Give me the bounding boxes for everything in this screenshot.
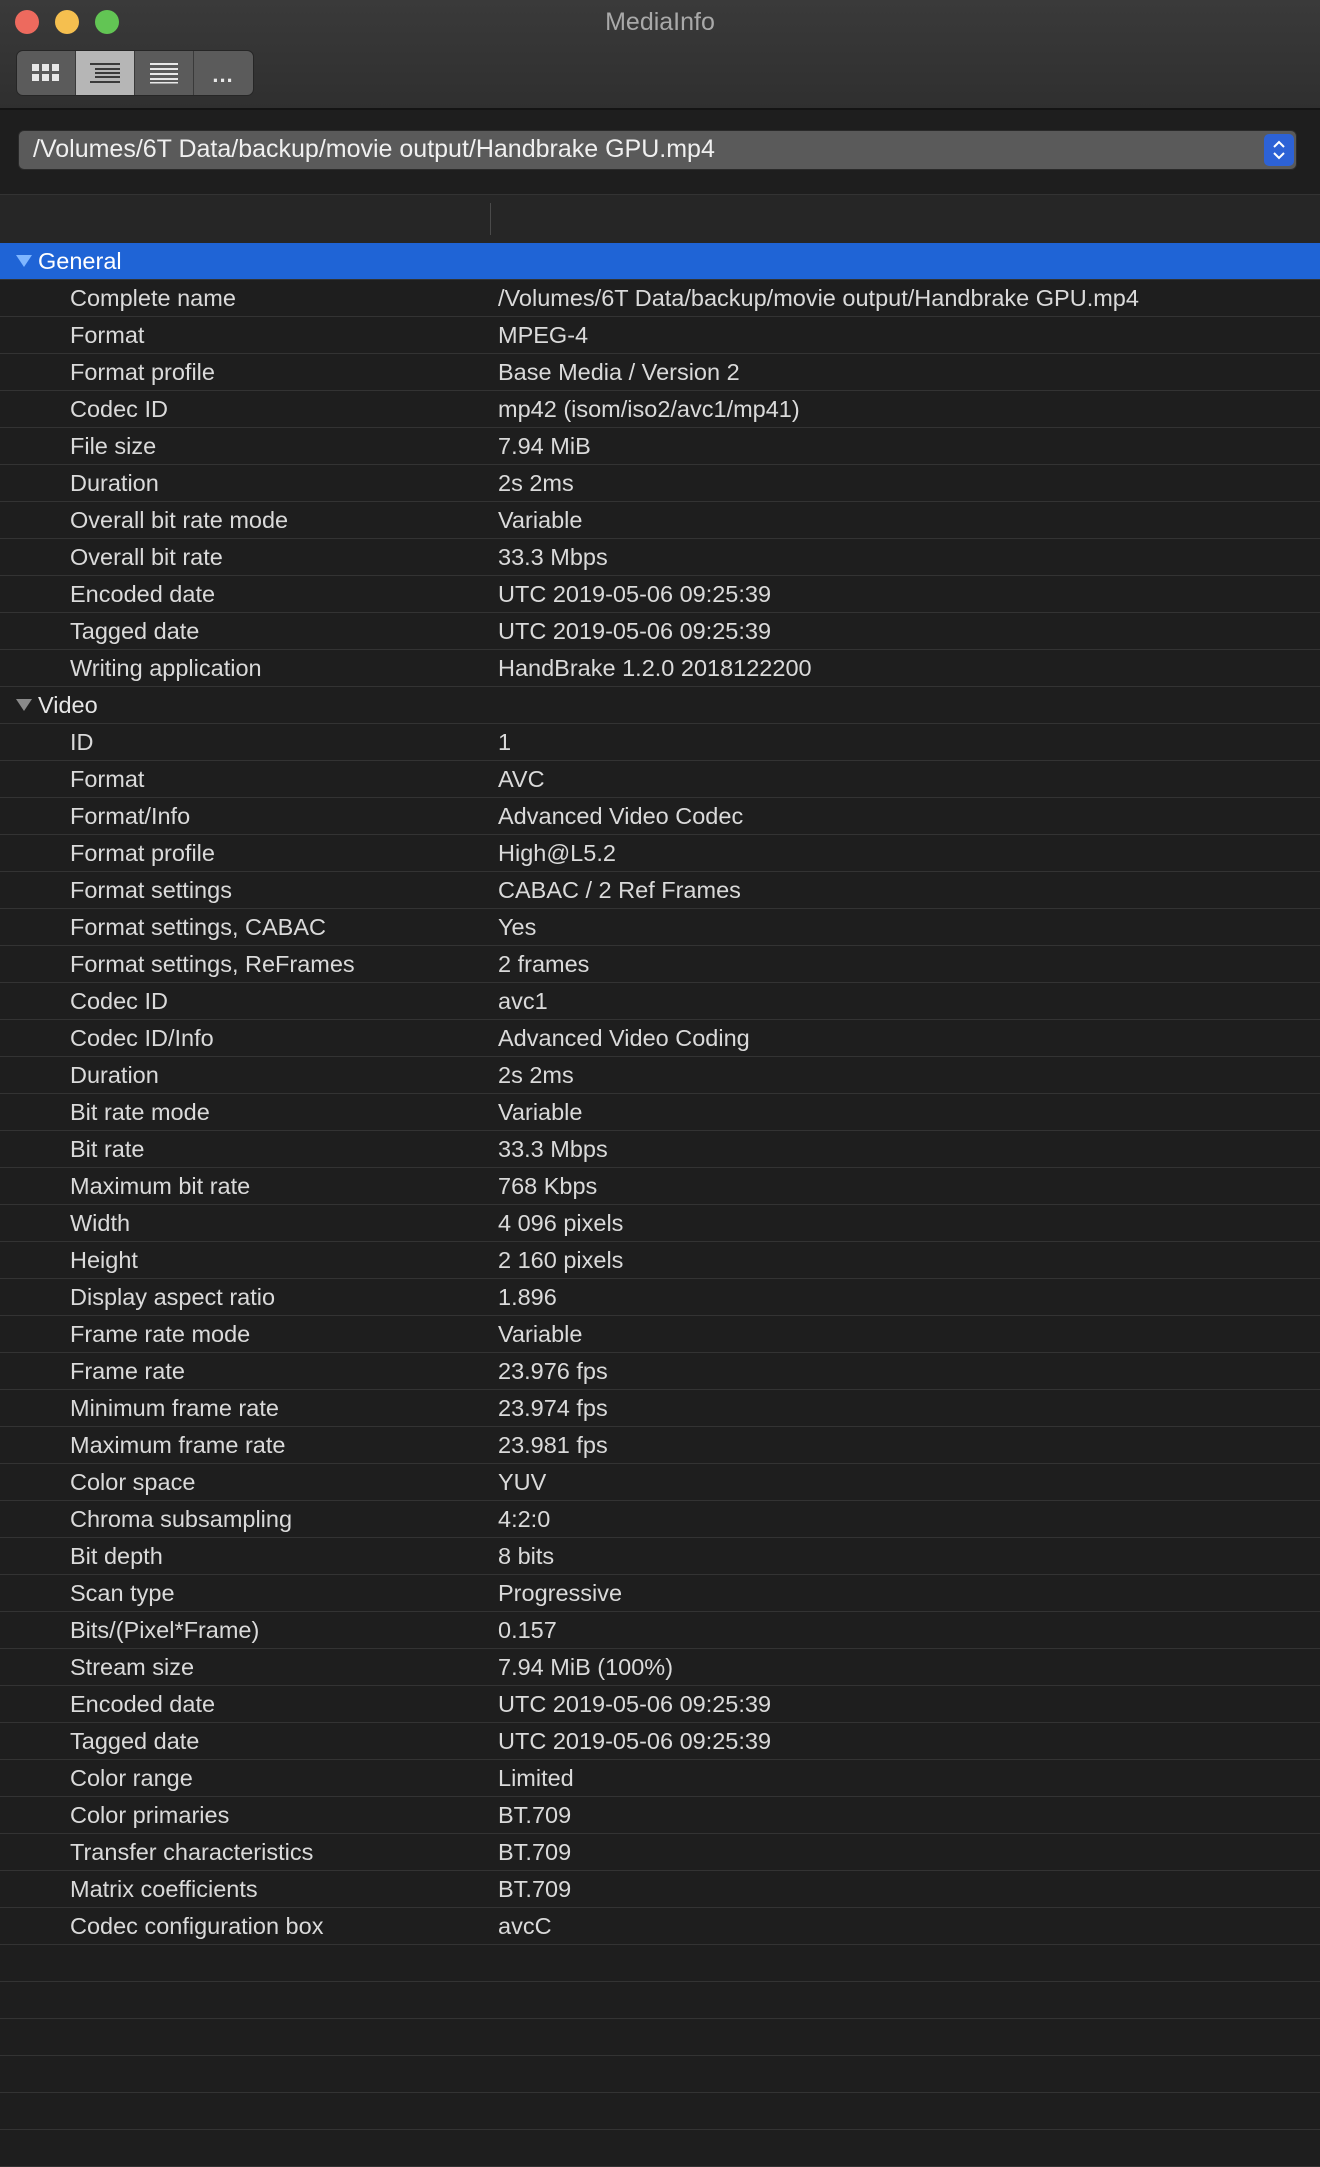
field-name: Scan type [70,1580,175,1606]
table-row[interactable] [0,1168,1320,1205]
title-bar [0,0,1320,110]
table-row[interactable] [0,1242,1320,1279]
table-row[interactable] [0,465,1320,502]
field-name: Matrix coefficients [70,1876,258,1902]
field-name: Format settings [70,877,232,903]
field-name: Format [70,322,145,348]
table-row[interactable] [0,1871,1320,1908]
field-value: 33.3 Mbps [498,1136,608,1162]
field-value: UTC 2019-05-06 09:25:39 [498,618,772,644]
table-row[interactable] [0,1390,1320,1427]
field-value: 33.3 Mbps [498,544,608,570]
table-row[interactable] [0,280,1320,317]
file-path-text: /Volumes/6T Data/backup/movie output/Handbrake GPU.mp4 [33,135,715,163]
field-value: 2s 2ms [498,470,574,496]
field-value: Base Media / Version 2 [498,359,740,385]
field-name: Chroma subsampling [70,1506,293,1532]
field-name: Codec ID [70,396,168,422]
field-name: Width [70,1210,131,1236]
field-name: Format profile [70,359,215,385]
window-title: MediaInfo [605,8,715,36]
field-name: Color primaries [70,1802,230,1828]
section-general[interactable] [0,243,1320,280]
field-value: Variable [498,507,583,533]
table-row[interactable] [0,354,1320,391]
more-views-button[interactable] [194,51,252,95]
table-row[interactable] [0,872,1320,909]
field-name: Maximum frame rate [70,1432,286,1458]
table-row[interactable] [0,1649,1320,1686]
table-row[interactable] [0,1723,1320,1760]
view-mode-segmented-control [16,50,254,96]
field-value: Yes [498,914,537,940]
table-row[interactable] [0,1501,1320,1538]
empty-row [0,2093,1320,2130]
field-name: Color space [70,1469,196,1495]
section-title: General [38,248,122,274]
chevron-up-down-icon [1272,138,1286,162]
table-row[interactable] [0,1279,1320,1316]
table-row[interactable] [0,761,1320,798]
field-value: Progressive [498,1580,623,1606]
table-row[interactable] [0,909,1320,946]
field-name: Format/Info [70,803,191,829]
field-value: avc1 [498,988,548,1014]
field-value: BT.709 [498,1876,572,1902]
text-view-button[interactable] [135,51,194,95]
table-row[interactable] [0,1057,1320,1094]
field-name: Format settings, ReFrames [70,951,355,977]
field-value: CABAC / 2 Ref Frames [498,877,741,903]
field-name: Codec ID/Info [70,1025,214,1051]
field-value: 2 160 pixels [498,1247,624,1273]
field-name: Frame rate [70,1358,185,1384]
table-row[interactable] [0,1020,1320,1057]
field-value: Variable [498,1321,583,1347]
table-row[interactable] [0,650,1320,687]
table-row[interactable] [0,502,1320,539]
field-name: Duration [70,470,159,496]
field-value: 23.976 fps [498,1358,608,1384]
field-name: Codec configuration box [70,1913,324,1939]
field-value: Limited [498,1765,574,1791]
grid-view-button[interactable] [17,51,76,95]
field-name: Encoded date [70,1691,216,1717]
field-value: BT.709 [498,1802,572,1828]
field-name: Bit depth [70,1543,163,1569]
more-label: ... [212,62,234,87]
table-row[interactable] [0,983,1320,1020]
table-row[interactable] [0,835,1320,872]
field-value: UTC 2019-05-06 09:25:39 [498,581,772,607]
field-name: Bits/(Pixel*Frame) [70,1617,260,1643]
field-name: Maximum bit rate [70,1173,251,1199]
table-row[interactable] [0,1205,1320,1242]
field-value: 8 bits [498,1543,555,1569]
field-value: 7.94 MiB (100%) [498,1654,674,1680]
table-row[interactable] [0,1686,1320,1723]
field-name: Bit rate mode [70,1099,210,1125]
field-value: YUV [498,1469,547,1495]
empty-row [0,1982,1320,2019]
table-row[interactable] [0,576,1320,613]
table-row[interactable] [0,1612,1320,1649]
table-row[interactable] [0,317,1320,354]
field-name: Duration [70,1062,159,1088]
file-path-popup[interactable] [18,130,1297,170]
field-value: mp42 (isom/iso2/avc1/mp41) [498,396,800,422]
field-name: Color range [70,1765,193,1791]
field-value: UTC 2019-05-06 09:25:39 [498,1728,772,1754]
table-row[interactable] [0,391,1320,428]
tree-list-icon [89,62,121,84]
field-value: Advanced Video Coding [498,1025,750,1051]
info-outline [0,243,1320,2167]
field-name: ID [70,729,94,755]
field-value: 1.896 [498,1284,557,1310]
field-value: /Volumes/6T Data/backup/movie output/Handbrake GPU.mp4 [498,285,1139,311]
table-row[interactable] [0,1834,1320,1871]
table-row[interactable] [0,1131,1320,1168]
empty-rows [0,1945,1320,2167]
table-row[interactable] [0,946,1320,983]
field-name: Height [70,1247,138,1273]
tree-view-button[interactable] [76,51,135,95]
text-list-icon [149,62,179,84]
section-title: Video [38,692,98,718]
table-row[interactable] [0,539,1320,576]
field-name: File size [70,433,157,459]
field-name: Complete name [70,285,236,311]
field-value: 23.974 fps [498,1395,608,1421]
field-name: Overall bit rate [70,544,223,570]
field-name: Tagged date [70,618,200,644]
table-row[interactable] [0,1353,1320,1390]
field-value: BT.709 [498,1839,572,1865]
grid-icon [31,63,61,83]
field-value: HandBrake 1.2.0 2018122200 [498,655,812,681]
video-rows [0,724,1320,1945]
field-value: AVC [498,766,545,792]
table-row[interactable] [0,1427,1320,1464]
empty-row [0,1945,1320,1982]
field-value: 0.157 [498,1617,557,1643]
disclosure-triangle-icon[interactable] [15,687,33,723]
field-name: Display aspect ratio [70,1284,276,1310]
field-value: High@L5.2 [498,840,616,866]
table-row[interactable] [0,1760,1320,1797]
field-name: Bit rate [70,1136,145,1162]
disclosure-triangle-icon[interactable] [15,243,33,279]
field-name: Writing application [70,655,262,681]
section-video[interactable] [0,687,1320,724]
empty-row [0,2056,1320,2093]
field-name: Encoded date [70,581,216,607]
field-value: 23.981 fps [498,1432,608,1458]
field-value: MPEG-4 [498,322,589,348]
column-divider[interactable] [490,203,491,235]
field-name: Frame rate mode [70,1321,251,1347]
field-name: Minimum frame rate [70,1395,279,1421]
field-name: Transfer characteristics [70,1839,314,1865]
table-row[interactable] [0,798,1320,835]
field-name: Tagged date [70,1728,200,1754]
field-value: avcC [498,1913,552,1939]
field-name: Format settings, CABAC [70,914,326,940]
popup-stepper[interactable] [1264,134,1294,166]
column-header [0,194,1320,244]
table-row[interactable] [0,1464,1320,1501]
field-name: Format [70,766,145,792]
table-row[interactable] [0,724,1320,761]
field-value: 768 Kbps [498,1173,598,1199]
field-name: Codec ID [70,988,168,1014]
table-row[interactable] [0,428,1320,465]
field-value: Variable [498,1099,583,1125]
field-value: 4 096 pixels [498,1210,624,1236]
general-rows [0,280,1320,687]
empty-row [0,2019,1320,2056]
table-row[interactable] [0,1094,1320,1131]
field-value: UTC 2019-05-06 09:25:39 [498,1691,772,1717]
empty-row [0,2130,1320,2167]
field-value: 2s 2ms [498,1062,574,1088]
table-row[interactable] [0,1538,1320,1575]
field-value: 4:2:0 [498,1506,551,1532]
field-value: Advanced Video Codec [498,803,744,829]
table-row[interactable] [0,1797,1320,1834]
field-value: 1 [498,729,512,755]
table-row[interactable] [0,1908,1320,1945]
field-name: Stream size [70,1654,195,1680]
table-row[interactable] [0,1316,1320,1353]
table-row[interactable] [0,613,1320,650]
field-value: 2 frames [498,951,590,977]
field-value: 7.94 MiB [498,433,591,459]
field-name: Format profile [70,840,215,866]
field-name: Overall bit rate mode [70,507,289,533]
table-row[interactable] [0,1575,1320,1612]
